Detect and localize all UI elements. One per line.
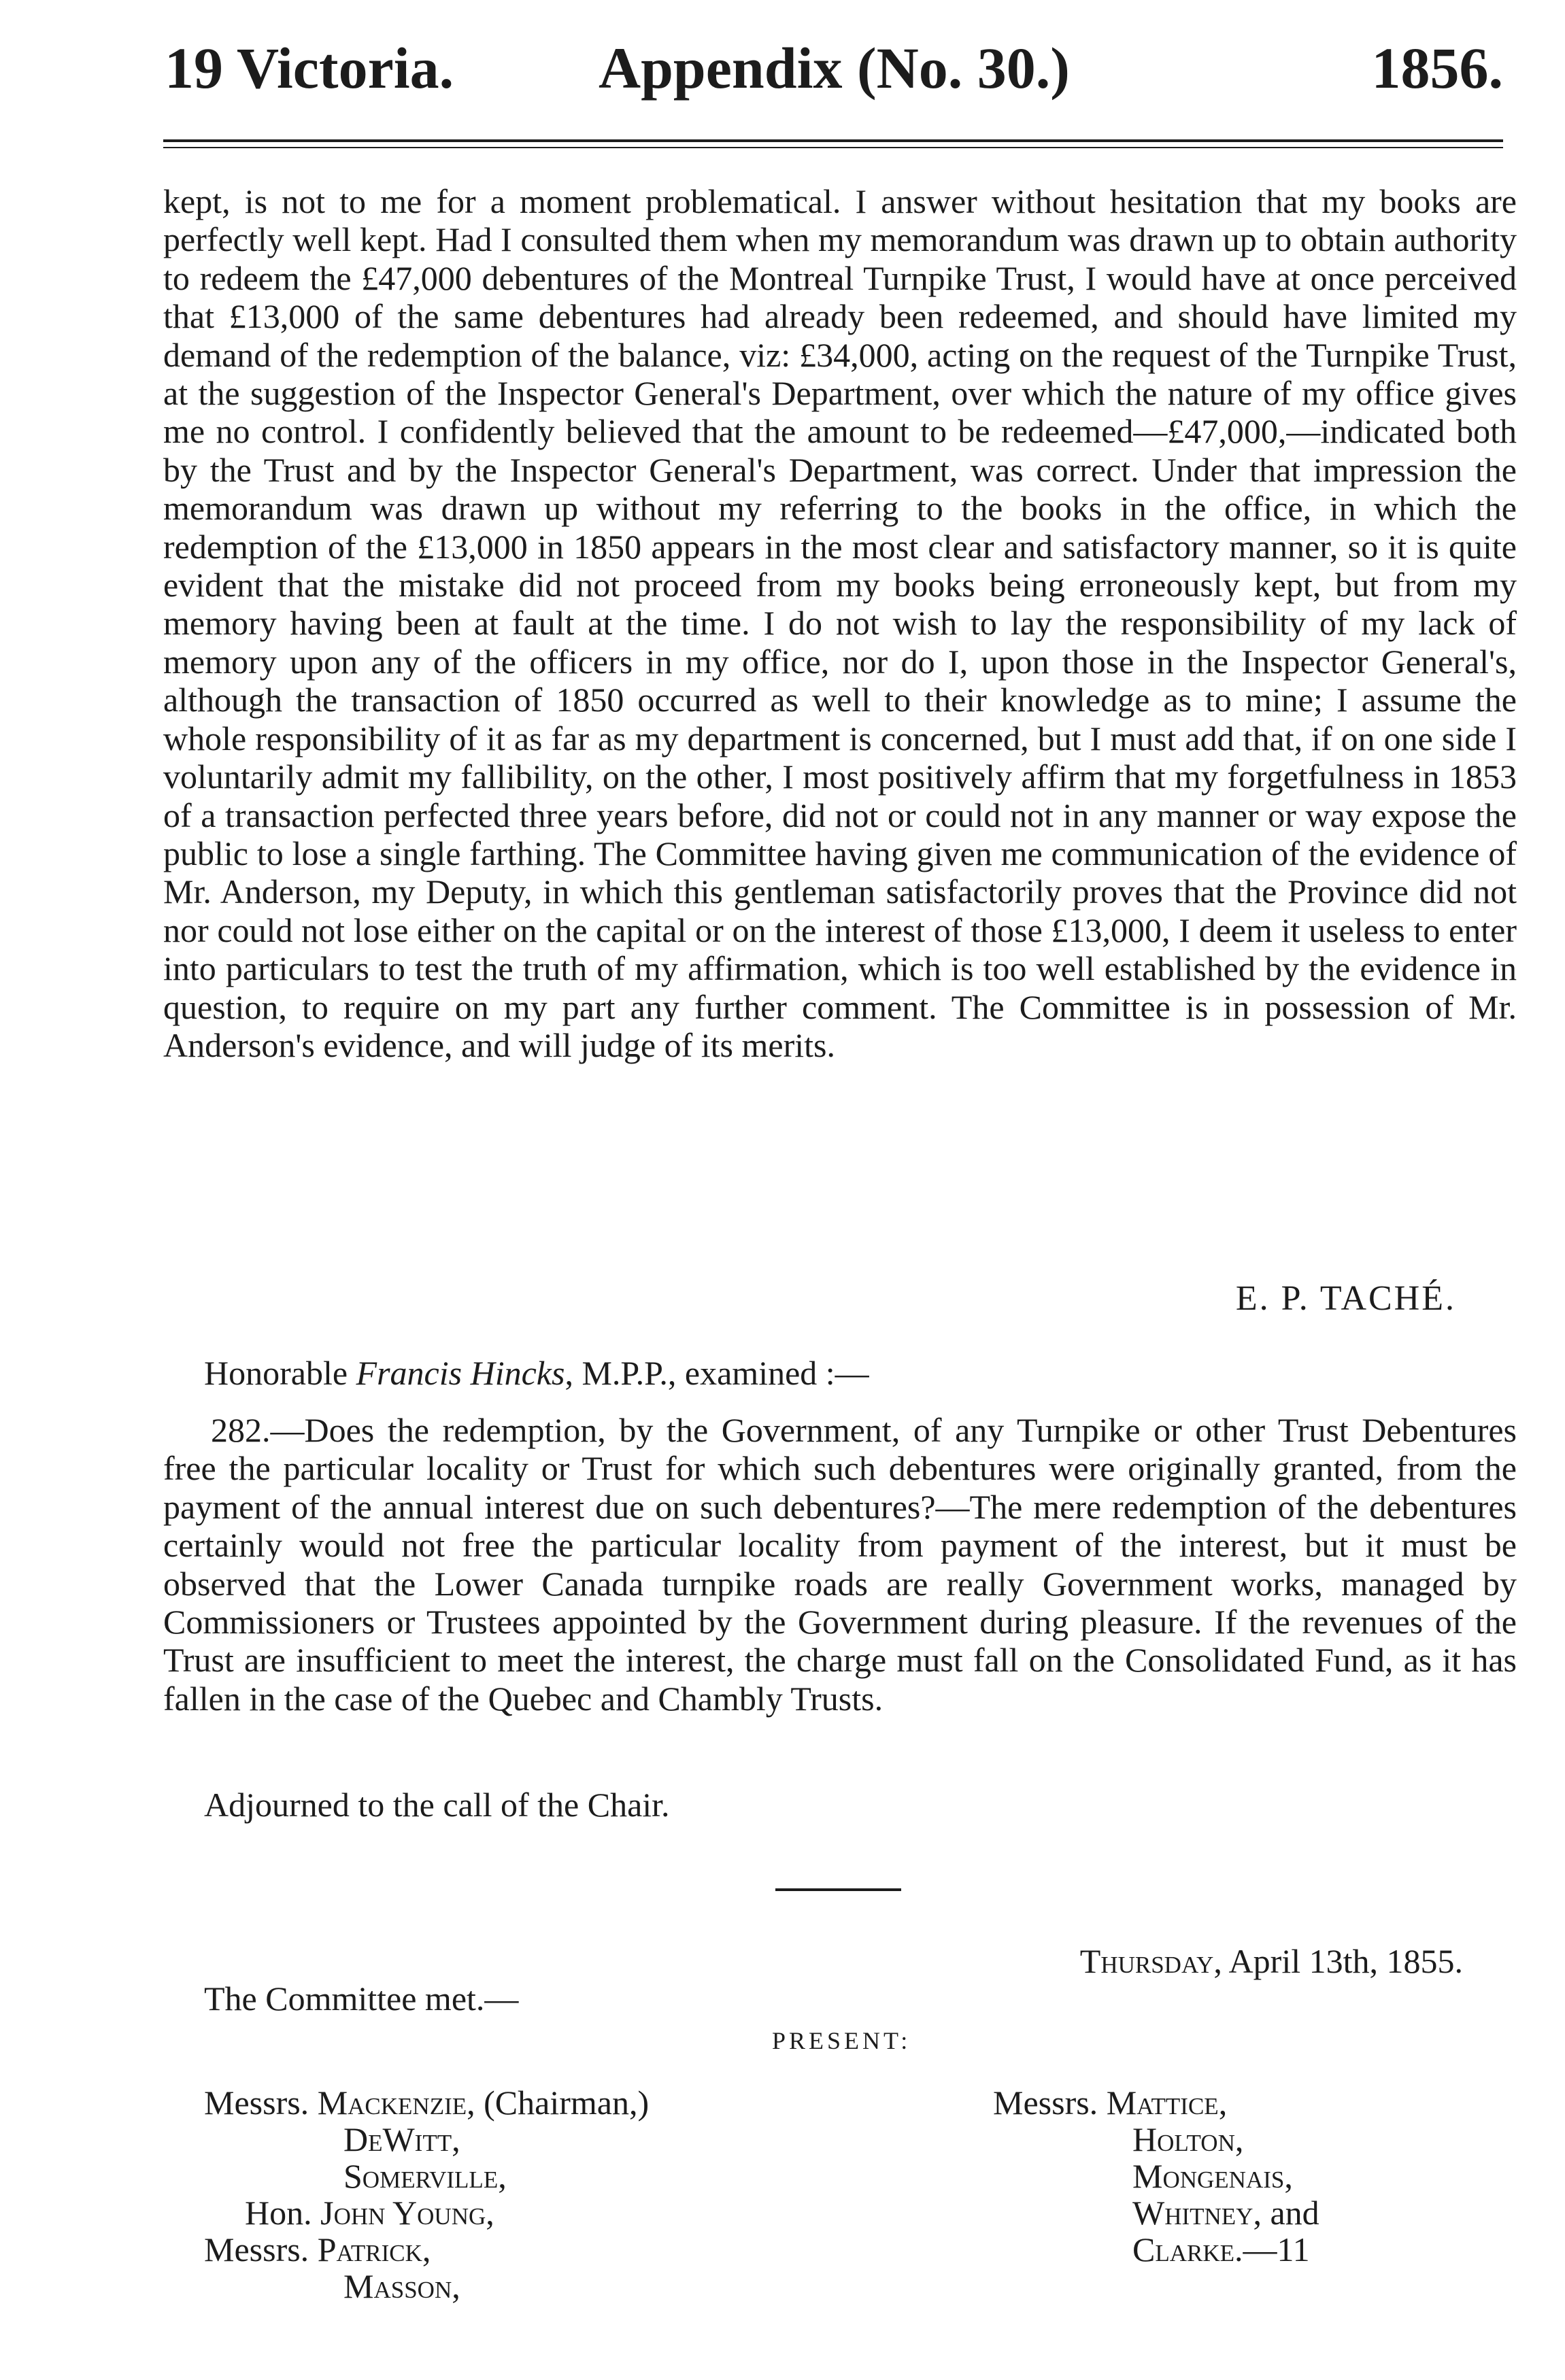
member-row: Clarke.—11 (1132, 2230, 1310, 2268)
body-paragraph-1 (163, 182, 1517, 1064)
member-row: Somerville, (343, 2157, 507, 2195)
witness-heading (204, 1353, 869, 1393)
section-divider (775, 1888, 901, 1891)
member-row: Holton, (1132, 2120, 1244, 2158)
member-row: Masson, (343, 2267, 460, 2305)
witness-suffix: , M.P.P., examined :— (565, 1354, 869, 1392)
member-row: Messrs. Patrick, (204, 2230, 431, 2268)
meeting-date-text: , April 13th, 1855. (1213, 1942, 1463, 1980)
witness-prefix: Honorable (204, 1354, 356, 1392)
header-year: 1856. (1371, 35, 1503, 101)
page-header (156, 27, 1503, 109)
paragraph-text: kept, is not to me for a moment problematical. I answer without hesitation that my books are perfectly well kept. Had I consulted them when my memorandum was drawn up to obtain authority to redeem the £47,000 debentures of the Montreal Turnpike Trust, I would have at once perceived that £13,000 of the same debentures had already been redeemed, and should have limited my demand of the redemption of the balance, viz: £34,000, acting on the request of the Turnpike Trust, at the suggestion of the Inspector General's Department, over which the nature of my office gives me no control. I confidently believed that the amount to be redeemed—£47,000,—indicated both by the Trust and by the Inspector General's Department, was correct. Under that impression the memorandum was drawn up without my referring to the books in the office, in which the redemption of the £13,000 in 1850 appears in the most clear and satisfactory manner, so it is quite evident that the mistake did not proceed from my books being erroneously kept, but from my memory having been at fault at the time. I do not wish to lay the responsibility of my lack of memory upon any of the officers in my office, nor do I, upon those in the Inspector General's, although the transaction of 1850 occurred as well to their knowledge as to mine; I assume the whole responsibility of it as far as my department is concerned, but I must add that, if on one side I voluntarily admit my fallibility, on the other, I most positively affirm that my forgetfulness in 1853 of a transaction perfected three years before, did not or could not in any manner or way expose the public to lose a single farthing. The Committee having given me communication of the evidence of Mr. Anderson, my Deputy, in which this gentleman satisfactorily proves that the Province did not nor could not lose either on the capital or on the interest of those £13,000, I deem it useless to enter into particulars to test the truth of my affirmation, which is too well established by the evidence in question, to require on my part any further comment. The Committee is in possession of Mr. Anderson's evidence, and will judge of its merits. (163, 182, 1517, 1064)
member-row: Whitney, and (1132, 2194, 1319, 2232)
members-right-column (993, 2084, 1319, 2268)
question-282: 282.—Does the redemption, by the Government, of any Turnpike or other Trust Debentures free the particular locality or Trust for which such debentures were originally granted, from the payment of the annual interest due on such debentures?—The mere redemption of the debentures certainly would not free the particular locality from payment of the interest, but it must be observed that the Lower Canada turnpike roads are really Government works, managed by Commissioners or Trustees appointed by the Government during pleasure. If the revenues of the Trust are insufficient to meet the interest, the charge must fall on the Consolidated Fund, as it has fallen in the case of the Quebec and Chambly Trusts. (163, 1411, 1517, 1718)
member-row: Hon. John Young, (245, 2194, 494, 2232)
meeting-date (1080, 1941, 1463, 1981)
adjourned-line: Adjourned to the call of the Chair. (204, 1786, 670, 1824)
meeting-day: Thursday (1079, 1942, 1214, 1980)
present-label: PRESENT: (772, 2027, 911, 2054)
header-rule-thin (163, 147, 1503, 148)
member-row: Messrs. Mackenzie, (Chairman,) (204, 2084, 650, 2122)
member-row: DeWitt, (343, 2120, 460, 2158)
body-paragraph-2 (163, 1411, 1517, 1718)
witness-name: Francis Hincks (356, 1354, 565, 1392)
header-appendix: Appendix (No. 30.) (599, 35, 1070, 101)
signature: E. P. TACHÉ. (1235, 1279, 1456, 1318)
header-rule-thick (163, 139, 1503, 142)
member-row: Mongenais, (1132, 2157, 1293, 2195)
header-session: 19 Victoria. (165, 35, 454, 101)
committee-met: The Committee met.— (204, 1979, 519, 2018)
members-left-column (204, 2084, 649, 2305)
member-row: Messrs. Mattice, (993, 2084, 1228, 2122)
